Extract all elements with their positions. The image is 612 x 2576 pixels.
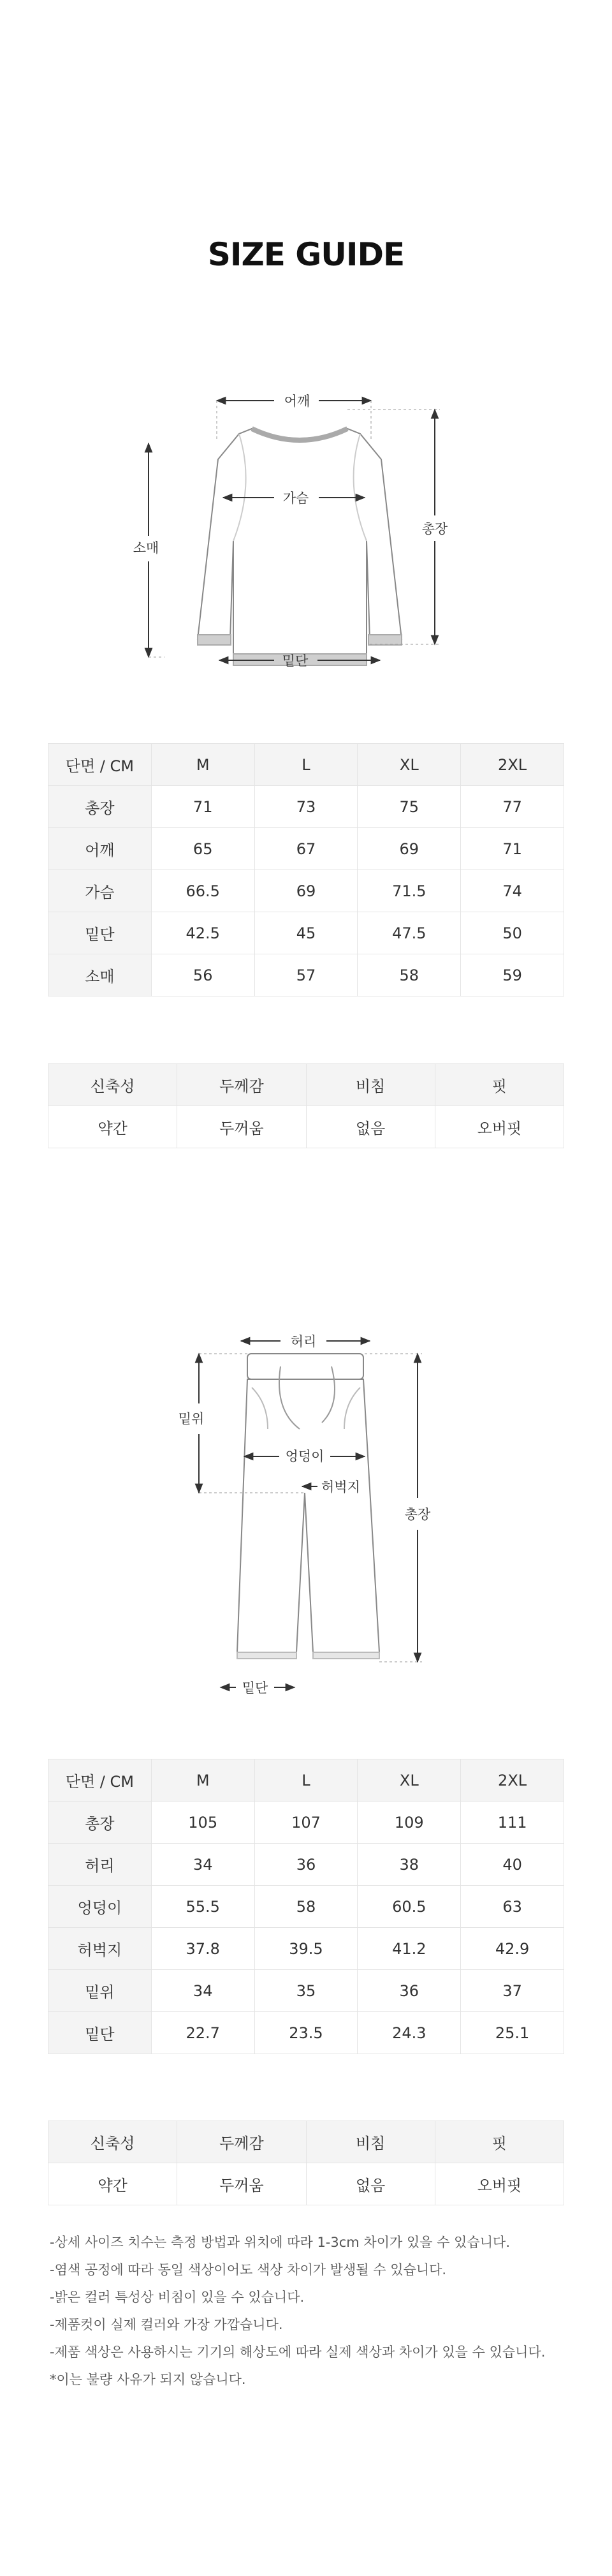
table-header-cell: XL [358, 744, 461, 786]
row-label: 밑단 [48, 912, 152, 954]
table-cell: 60.5 [358, 1886, 461, 1928]
row-label: 밑단 [48, 2012, 152, 2054]
label-shoulder: 어깨 [284, 394, 310, 409]
table-row [48, 1886, 564, 1928]
table-cell: 약간 [48, 2163, 177, 2205]
table-cell: 36 [254, 1844, 358, 1886]
table-row [48, 1802, 564, 1844]
table-cell: 55.5 [151, 1886, 254, 1928]
sweatshirt-diagram [0, 376, 612, 708]
table-row [48, 2163, 564, 2205]
table-cell: 69 [358, 828, 461, 870]
row-label: 가슴 [48, 870, 152, 912]
row-label: 총장 [48, 786, 152, 828]
note-line: -밝은 컬러 특성상 비침이 있을 수 있습니다. [50, 2290, 305, 2305]
table-cell: 107 [254, 1802, 358, 1844]
row-label: 어깨 [48, 828, 152, 870]
table-cell: 두꺼움 [177, 1106, 306, 1148]
table-cell: 75 [358, 786, 461, 828]
table-row [48, 1106, 564, 1148]
label-rise: 밑위 [178, 1411, 205, 1426]
table-row [48, 1844, 564, 1886]
table-header-cell: 신축성 [48, 1064, 177, 1106]
table-cell: 71 [151, 786, 254, 828]
table-cell: 없음 [306, 1106, 435, 1148]
table-cell: 약간 [48, 1106, 177, 1148]
table-cell: 없음 [306, 2163, 435, 2205]
table-cell: 42.5 [151, 912, 254, 954]
row-label: 엉덩이 [48, 1886, 152, 1928]
note-line: -제품컷이 실제 컬러와 가장 가깝습니다. [50, 2317, 283, 2332]
table-header-cell: 2XL [461, 744, 564, 786]
table-cell: 109 [358, 1802, 461, 1844]
table-header-cell: 핏 [435, 1064, 564, 1106]
row-label: 소매 [48, 954, 152, 996]
table-cell: 오버핏 [435, 1106, 564, 1148]
table-cell: 111 [461, 1802, 564, 1844]
table-cell: 74 [461, 870, 564, 912]
top-attribute-table [48, 1063, 564, 1148]
row-label: 밑위 [48, 1970, 152, 2012]
pants-illustration [237, 1354, 379, 1659]
note-line: -제품 색상은 사용하시는 기기의 해상도에 따라 실제 색상과 차이가 있을 수 있습니다. [50, 2344, 546, 2360]
table-row [48, 954, 564, 996]
table-cell: 22.7 [151, 2012, 254, 2054]
table-header-cell: 신축성 [48, 2121, 177, 2163]
table-cell: 77 [461, 786, 564, 828]
table-header-row [48, 2121, 564, 2163]
table-header-cell: XL [358, 1759, 461, 1802]
table-row [48, 870, 564, 912]
note-line: -상세 사이즈 치수는 측정 방법과 위치에 따라 1-3cm 차이가 있을 수 있습니다. [50, 2235, 510, 2250]
sweatshirt-illustration [198, 429, 402, 665]
table-cell: 71 [461, 828, 564, 870]
table-cell: 47.5 [358, 912, 461, 954]
table-cell: 25.1 [461, 2012, 564, 2054]
table-cell: 73 [254, 786, 358, 828]
label-length: 총장 [404, 1507, 431, 1522]
table-cell: 36 [358, 1970, 461, 2012]
table-cell: 57 [254, 954, 358, 996]
table-header-cell: 두께감 [177, 2121, 306, 2163]
table-cell: 40 [461, 1844, 564, 1886]
table-row [48, 1928, 564, 1970]
table-header-row [48, 1064, 564, 1106]
table-header-cell: M [151, 1759, 254, 1802]
table-header-cell: L [254, 744, 358, 786]
table-cell: 37 [461, 1970, 564, 2012]
page-title: SIZE GUIDE [207, 236, 405, 273]
table-cell: 66.5 [151, 870, 254, 912]
table-row [48, 1970, 564, 2012]
label-hem: 밑단 [282, 653, 309, 669]
table-cell: 71.5 [358, 870, 461, 912]
label-hem: 밑단 [242, 1680, 268, 1696]
row-label: 총장 [48, 1802, 152, 1844]
row-label: 허벅지 [48, 1928, 152, 1970]
table-header-cell: 두께감 [177, 1064, 306, 1106]
label-length: 총장 [421, 521, 448, 537]
table-cell: 두꺼움 [177, 2163, 306, 2205]
table-cell: 37.8 [151, 1928, 254, 1970]
table-cell: 38 [358, 1844, 461, 1886]
table-header-row [48, 1759, 564, 1802]
table-header-cell: 비침 [306, 1064, 435, 1106]
note-line: -염색 공정에 따라 동일 색상이어도 색상 차이가 발생될 수 있습니다. [50, 2262, 447, 2277]
table-cell: 69 [254, 870, 358, 912]
table-cell: 50 [461, 912, 564, 954]
table-cell: 65 [151, 828, 254, 870]
label-waist: 허리 [290, 1334, 317, 1349]
table-header-cell: 비침 [306, 2121, 435, 2163]
bottom-attribute-table [48, 2121, 564, 2205]
table-header-cell: 단면 / CM [48, 1759, 152, 1802]
table-cell: 35 [254, 1970, 358, 2012]
table-cell: 24.3 [358, 2012, 461, 2054]
table-cell: 56 [151, 954, 254, 996]
table-cell: 45 [254, 912, 358, 954]
table-header-cell: 핏 [435, 2121, 564, 2163]
table-header-cell: 2XL [461, 1759, 564, 1802]
table-cell: 67 [254, 828, 358, 870]
table-row [48, 786, 564, 828]
pants-diagram [0, 1327, 612, 1710]
table-header-cell: L [254, 1759, 358, 1802]
bottom-size-table [48, 1759, 564, 2054]
table-cell: 58 [358, 954, 461, 996]
table-header-row [48, 744, 564, 786]
table-cell: 105 [151, 1802, 254, 1844]
table-header-cell: M [151, 744, 254, 786]
table-cell: 오버핏 [435, 2163, 564, 2205]
notes [50, 2229, 572, 2394]
table-header-cell: 단면 / CM [48, 744, 152, 786]
note-line: *이는 불량 사유가 되지 않습니다. [50, 2372, 246, 2387]
label-chest: 가슴 [282, 491, 309, 506]
table-cell: 42.9 [461, 1928, 564, 1970]
table-cell: 63 [461, 1886, 564, 1928]
table-row [48, 912, 564, 954]
table-row [48, 828, 564, 870]
table-cell: 23.5 [254, 2012, 358, 2054]
table-cell: 41.2 [358, 1928, 461, 1970]
table-row [48, 2012, 564, 2054]
table-cell: 59 [461, 954, 564, 996]
label-sleeve: 소매 [133, 540, 159, 556]
table-cell: 34 [151, 1844, 254, 1886]
top-size-table [48, 743, 564, 996]
table-cell: 34 [151, 1970, 254, 2012]
label-hip: 엉덩이 [285, 1449, 324, 1464]
label-thigh: 허벅지 [321, 1479, 360, 1495]
table-cell: 39.5 [254, 1928, 358, 1970]
row-label: 허리 [48, 1844, 152, 1886]
table-cell: 58 [254, 1886, 358, 1928]
